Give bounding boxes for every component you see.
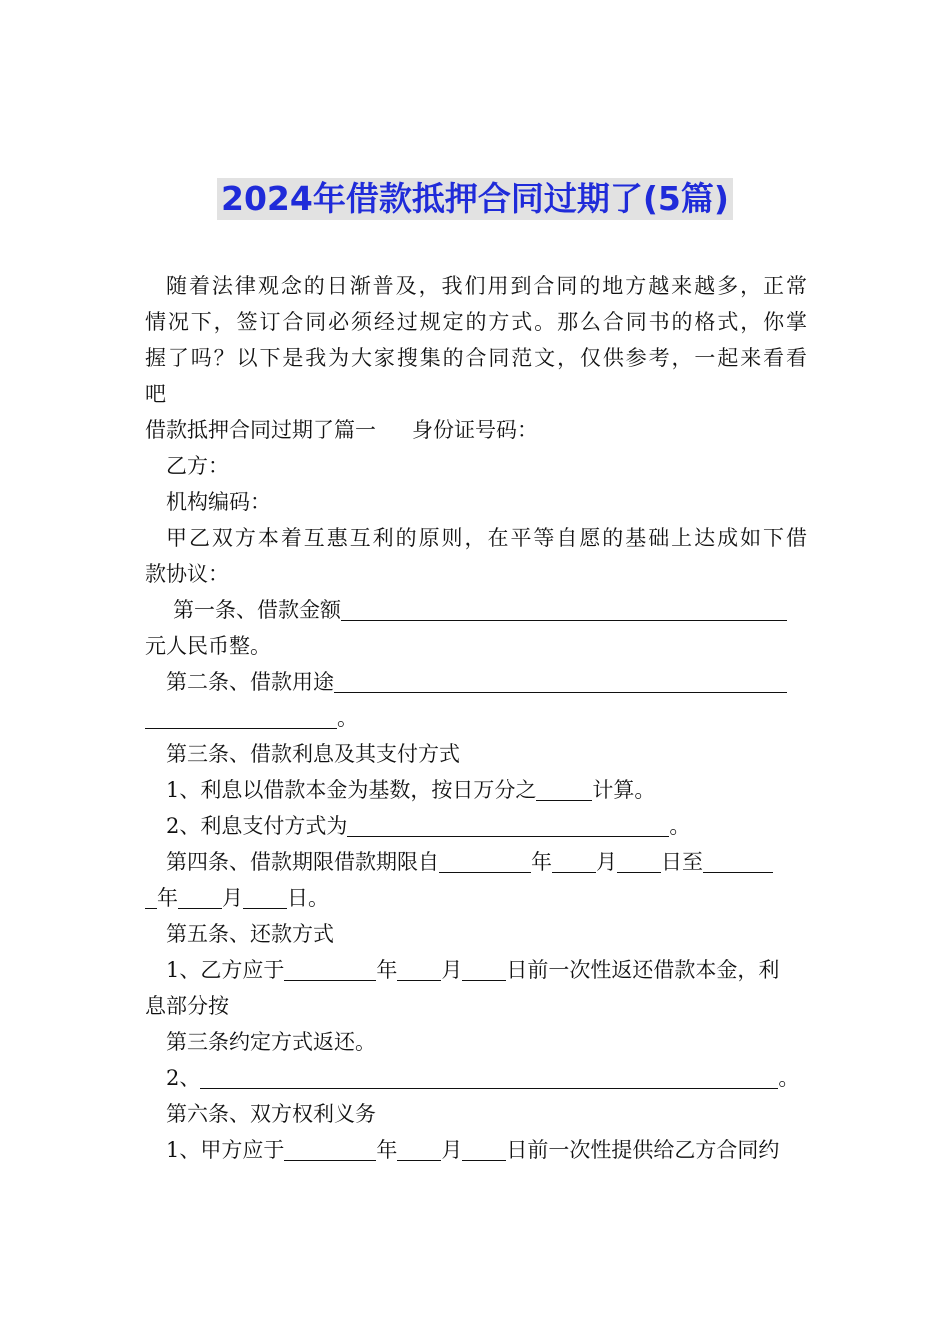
intro-line-4: 吧 — [145, 382, 166, 406]
month-label: 月 — [441, 1138, 463, 1162]
title-text: 2024年借款抵押合同过期了(5篇) — [217, 178, 733, 220]
year-label: 年 — [376, 1138, 398, 1162]
year-label: 年 — [157, 886, 178, 910]
article-1-cont: 元人民币整。 — [145, 634, 271, 658]
provide-year-blank[interactable] — [284, 1134, 376, 1161]
provide-month-blank[interactable] — [397, 1134, 441, 1161]
payment-method-blank[interactable] — [347, 810, 669, 837]
article-3-item-1 — [145, 772, 807, 808]
party-b-label: 乙方： — [166, 454, 229, 478]
article-1-line — [145, 592, 807, 628]
loan-amount-blank[interactable] — [341, 594, 787, 621]
repay-day-blank[interactable] — [462, 954, 506, 981]
end-day-blank[interactable] — [243, 882, 287, 909]
article-5-item-1-cont: 息部分按 — [145, 994, 229, 1018]
id-number-label: 身份证号码： — [412, 418, 538, 442]
article-3-item-1-text: 1、利息以借款本金为基数，按日万分之 — [166, 778, 537, 802]
loan-purpose-blank-2[interactable] — [145, 702, 337, 729]
article-4-label: 第四条、借款期限借款期限自 — [166, 850, 439, 874]
year-label: 年 — [376, 958, 398, 982]
article-2-end: 。 — [337, 706, 358, 730]
article-3-label: 第三条、借款利息及其支付方式 — [166, 742, 460, 766]
day-label: 日。 — [287, 886, 329, 910]
month-label: 月 — [596, 850, 617, 874]
article-6-item-1-text: 1、甲方应于 — [166, 1138, 285, 1162]
article-3-item-2-text: 2、利息支付方式为 — [166, 814, 348, 838]
agreement-line-2: 款协议： — [145, 562, 229, 586]
article-5-item-1-cont2: 第三条约定方式返还。 — [166, 1030, 376, 1054]
article-5-item-2 — [145, 1060, 807, 1096]
section1-heading: 借款抵押合同过期了篇一 — [145, 418, 376, 442]
intro-line-1: 随着法律观念的日渐普及，我们用到合同的地方越来越多，正常 — [166, 274, 807, 298]
article-3-item-1-end: 计算。 — [592, 778, 656, 802]
article-5-item-2-end: 。 — [778, 1066, 800, 1090]
article-5-item-1 — [145, 952, 807, 988]
article-2-cont — [145, 700, 807, 736]
article-2-line — [145, 664, 807, 700]
document-body — [145, 268, 807, 1168]
month-label: 月 — [222, 886, 243, 910]
article-6-item-1-end: 日前一次性提供给乙方合同约 — [506, 1138, 780, 1162]
interest-rate-blank[interactable] — [536, 774, 592, 801]
article-6-label: 第六条、双方权利义务 — [166, 1102, 376, 1126]
document-title — [0, 178, 950, 220]
agreement-line-1: 甲乙双方本着互惠互利的原则，在平等自愿的基础上达成如下借 — [166, 526, 807, 550]
start-day-blank[interactable] — [617, 846, 661, 873]
article-5-item-2-text: 2、 — [166, 1066, 201, 1090]
intro-line-3: 握了吗？以下是我为大家搜集的合同范文，仅供参考，一起来看看 — [145, 346, 807, 370]
article-5-label: 第五条、还款方式 — [166, 922, 334, 946]
org-code-label: 机构编码： — [166, 490, 271, 514]
start-year-blank[interactable] — [439, 846, 531, 873]
month-label: 月 — [441, 958, 463, 982]
section1-heading-line — [145, 412, 807, 448]
end-year-blank-2[interactable] — [145, 882, 157, 909]
article-4-line — [145, 844, 807, 880]
article-1-label: 第一条、借款金额 — [173, 598, 341, 622]
repay-other-blank[interactable] — [200, 1062, 778, 1089]
article-3-item-2 — [145, 808, 807, 844]
provide-day-blank[interactable] — [462, 1134, 506, 1161]
year-label: 年 — [531, 850, 552, 874]
start-month-blank[interactable] — [552, 846, 596, 873]
end-year-blank-1[interactable] — [703, 846, 773, 873]
repay-month-blank[interactable] — [397, 954, 441, 981]
article-5-item-1-text: 1、乙方应于 — [166, 958, 285, 982]
loan-purpose-blank-1[interactable] — [334, 666, 787, 693]
day-to-label: 日至 — [661, 850, 703, 874]
article-4-cont — [145, 880, 807, 916]
article-5-item-1-end: 日前一次性返还借款本金，利 — [506, 958, 780, 982]
article-3-item-2-end: 。 — [669, 814, 691, 838]
article-2-label: 第二条、借款用途 — [166, 670, 334, 694]
repay-year-blank[interactable] — [284, 954, 376, 981]
end-month-blank[interactable] — [178, 882, 222, 909]
article-6-item-1 — [145, 1132, 807, 1168]
intro-line-2: 情况下，签订合同必须经过规定的方式。那么合同书的格式，你掌 — [145, 310, 807, 334]
